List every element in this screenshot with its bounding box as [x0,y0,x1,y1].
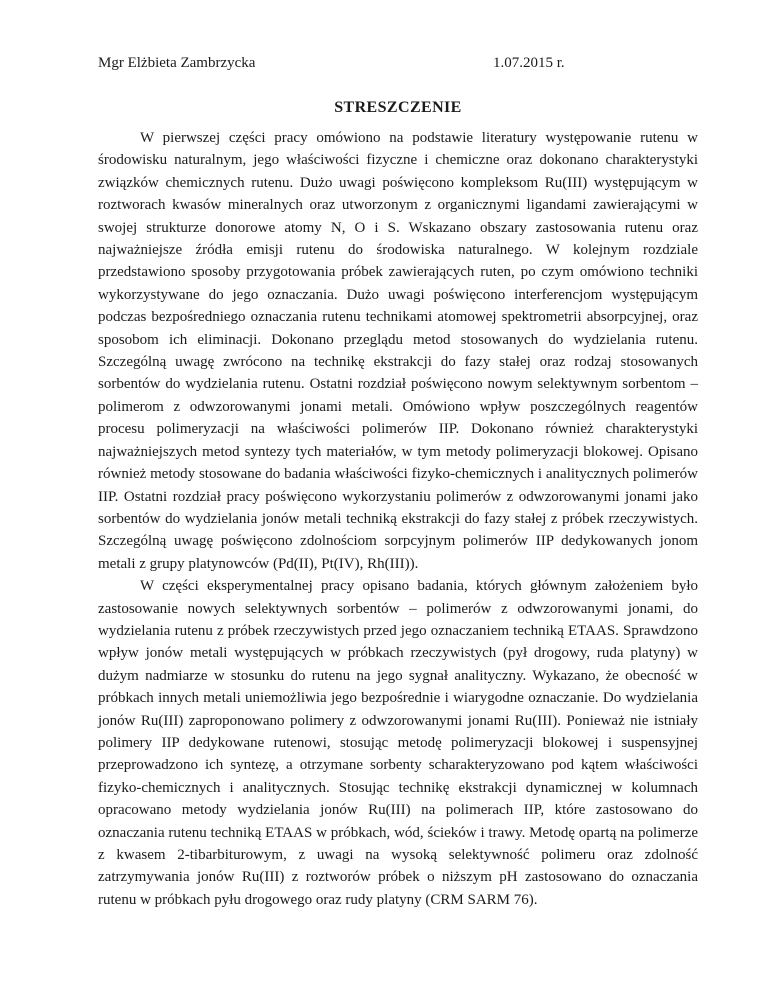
abstract-paragraph-2: W części eksperymentalnej pracy opisano badania, których głównym założeniem było zastosowanie nowych selektywnych sorbentów – polimerów z odwzorowanymi jonami, do wydzielania rutenu z próbek rzeczywistych przed jego oznaczaniem techniką ETAAS. Sprawdzono wpływ jonów metali występujących w próbkach rzeczywistych (pył drogowy, ruda platyny) w dużym nadmiarze w stosunku do rutenu na jego sygnał analityczny. Wykazano, że obecność w próbkach innych metali uniemożliwia jego bezpośrednie i wiarygodne oznaczanie. Do wydzielania jonów Ru(III) zaproponowano polimery z odwzorowanymi jonami Ru(III). Ponieważ nie istniały polimery IIP dedykowane rutenowi, stosując metodę polimeryzacji blokowej i suspensyjnej przeprowadzono ich syntezę, a otrzymane sorbenty scharakteryzowano pod kątem właściwości fizyko-chemicznych i analitycznych. Stosując technikę ekstrakcji dynamicznej w kolumnach opracowano metody wydzielania jonów Ru(III) na polimerach IIP, które zastosowano do oznaczania rutenu techniką ETAAS w próbkach, wód, ścieków i trawy. Metodę opartą na polimerze z kwasem 2-tibarbiturowym, z uwagi na wysoką selektywność polimeru oraz zdolność zatrzymywania jonów Ru(III) z roztworów próbek o niższym pH zastosowano do oznaczania rutenu w próbkach pyłu drogowego oraz rudy platyny (CRM SARM 76). [98,578,698,908]
abstract-paragraph-1: W pierwszej części pracy omówiono na podstawie literatury występowanie rutenu w środowisku naturalnym, jego właściwości fizyczne i chemiczne oraz dokonano charakterystyki związków chemicznych rutenu. Dużo uwagi poświęcono kompleksom Ru(III) występującym w roztworach kwasów mineralnych oraz utworzonym z organicznymi ligandami zawierającymi w swojej strukturze donorowe atomy N, O i S. Wskazano obszary zastosowania rutenu oraz najważniejsze źródła emisji rutenu do środowiska naturalnego. W kolejnym rozdziale przedstawiono sposoby przygotowania próbek zawierających ruten, po czym omówiono techniki wykorzystywane do jego oznaczania. Dużo uwagi poświęcono interferencjom występującym podczas bezpośredniego oznaczania rutenu technikami atomowej spektrometrii absorpcyjnej, oraz sposobom ich eliminacji. Dokonano przeglądu metod stosowanych do wydzielania rutenu. Szczególną uwagę zwrócono na technikę ekstrakcji do fazy stałej oraz rodzaj stosowanych sorbentów do wydzielania rutenu. Ostatni rozdział poświęcono nowym selektywnym sorbentom – polimerom z odwzorowanymi jonami metali. Omówiono wpływ poszczególnych reagentów procesu polimeryzacji na właściwości polimerów IIP. Dokonano również charakterystyki najważniejszych metod syntezy tych materiałów, w tym metody polimeryzacji blokowej. Opisano również metody stosowane do badania właściwości fizyko-chemicznych i analitycznych polimerów IIP. Ostatni rozdział pracy poświęcono wykorzystaniu polimerów z odwzorowanymi jonami jako sorbentów do wydzielania jonów metali techniką ekstrakcji do fazy stałej z próbek rzeczywistych. Szczególną uwagę poświęcono zdolnościom sorpcyjnym polimerów IIP dedykowanych jonom metali z grupy platynowców (Pd(II), Pt(IV), Rh(III)). [98,130,698,572]
document-date: 1.07.2015 r. [493,55,565,71]
document-body [98,127,698,911]
author-name: Mgr Elżbieta Zambrzycka [98,55,256,71]
page-title: STRESZCZENIE [334,99,462,116]
document-header [98,52,698,74]
